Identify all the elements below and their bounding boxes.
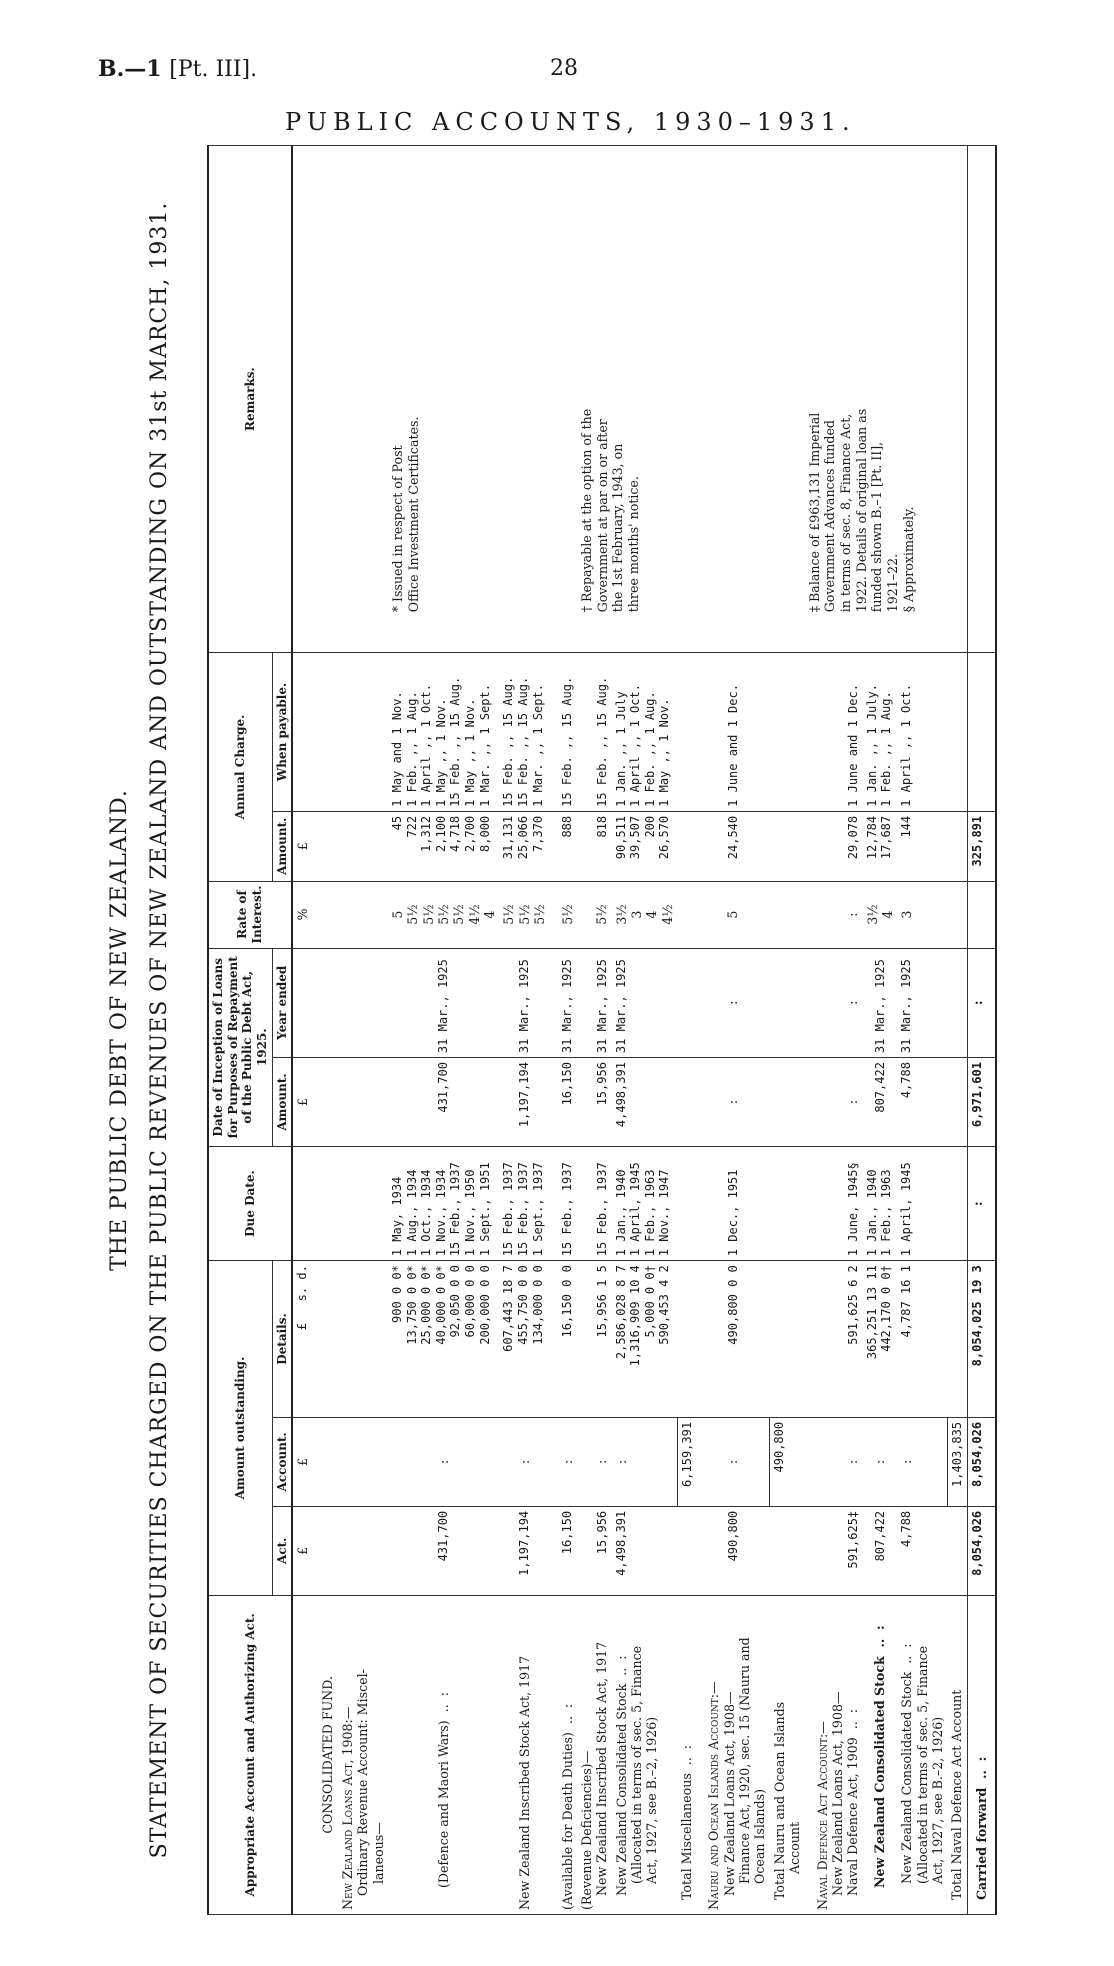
inception-amount: :: [696, 1058, 769, 1147]
account-allocated-cont: Act, 1927, see B.–2, 1926): [644, 1716, 660, 1884]
act-total: 8,054,026: [967, 1506, 996, 1595]
account-total: 1,403,835: [947, 1417, 967, 1506]
detail-line: 455,750 0 0: [516, 1265, 531, 1345]
table-row: [696, 146, 769, 1915]
account-cell: [770, 1595, 805, 1914]
charge-total: 325,891: [967, 811, 996, 881]
account-consol-stock: New Zealand Consolidated Stock: [613, 1683, 629, 1896]
act-amount: 431,700: [388, 1506, 500, 1595]
ditto-mark: :: [973, 1756, 989, 1762]
table-subtitle: STATEMENT OF SECURITIES CHARGED ON THE PUBLIC REVENUES OF NEW ZEALAND AND OUTSTANDING ON 31st MARCH, 1931.: [147, 201, 172, 1859]
charge-line: 24,540: [696, 811, 769, 881]
charge-line: 12,784: [864, 815, 879, 860]
col-account-sub: Account.: [272, 1417, 292, 1506]
detail-line: 4,787 16 1: [897, 1261, 947, 1418]
table-row: [805, 146, 863, 1915]
account-amount: :: [897, 1417, 947, 1506]
account-total-nauru-cont: Account: [787, 1821, 803, 1874]
detail-line: 16,150 0 0: [550, 1261, 577, 1418]
col-account: Appropriate Account and Authorizing Act.: [208, 1595, 292, 1914]
due-line: 15 Feb., 1937: [448, 1162, 463, 1257]
charge-list: [388, 811, 500, 881]
ditto-mark: :: [899, 1643, 915, 1648]
rate-list: [499, 881, 549, 948]
account-death-duties: (Available for Death Duties): [559, 1732, 575, 1910]
act-amount: 490,800: [696, 1506, 769, 1595]
inception-amount: :: [805, 1058, 863, 1147]
due-list: [612, 1147, 677, 1261]
rate-line: 5½: [550, 881, 577, 948]
year-ended: 31 Mar., 1925: [499, 948, 549, 1058]
detail-line: 200,000 0 0: [477, 1265, 492, 1345]
act-amount: 4,788: [897, 1506, 947, 1595]
when-line: 1 Feb. ,, 1 Aug.: [642, 691, 657, 807]
rate-line: 5: [389, 910, 405, 919]
account-allocated: (Allocated in terms of sec. 5, Finance: [628, 1645, 644, 1884]
remark-star: * Issued in respect of Post Office Investment Certificates.: [312, 146, 499, 653]
unit-pound: £: [292, 1506, 312, 1595]
due-list: [499, 1147, 549, 1261]
account-total-misc: Total Miscellaneous: [679, 1773, 695, 1900]
due-line: 1 Nov., 1947: [657, 1169, 672, 1257]
account-carried-forward: Carried forward: [973, 1787, 989, 1900]
when-line: 1 June and 1 Dec.: [805, 653, 863, 812]
details-list: [612, 1261, 677, 1418]
account-naval-alloc-cont: Act, 1927, see B.–2, 1926): [930, 1716, 946, 1884]
table-row: [312, 146, 337, 1915]
due-line: 1 Jan., 1940: [864, 1169, 879, 1257]
act-amount: 807,422: [863, 1506, 898, 1595]
when-line: 1 Feb. ,, 1 Aug.: [879, 691, 894, 807]
when-line: 15 Feb. ,, 15 Aug.: [448, 676, 463, 807]
unit-pct: %: [292, 881, 312, 948]
due-line: 1 April, 1945: [897, 1147, 947, 1261]
running-title: PUBLIC ACCOUNTS, 1930–1931.: [285, 108, 856, 136]
ditto-mark: :: [613, 1655, 629, 1660]
account-inscribed: New Zealand Inscribed Stock Act, 1917: [516, 1655, 532, 1910]
when-list: [863, 653, 898, 812]
rate-list: [612, 881, 677, 948]
detail-line: 134,000 0 0: [530, 1265, 545, 1345]
due-line: 1 Sept., 1937: [530, 1162, 545, 1257]
ditto-mark: :: [559, 1703, 575, 1709]
charge-line: 888: [550, 811, 577, 881]
account-cell: [577, 1595, 612, 1914]
detail-line: 25,000 0 0*: [419, 1265, 434, 1345]
when-line: 1 June and 1 Dec.: [696, 653, 769, 812]
rate-line: 4: [482, 910, 498, 919]
due-line: 1 Jan., 1940: [613, 1169, 628, 1257]
units-row: [292, 146, 312, 1915]
account-cell: New Zealand Consolidated Stock .. : (Allocated in terms of sec. 5, Finance Act, 1927, see B.–2, 1926): [612, 1595, 677, 1914]
when-line: 1 Jan. ,, 1 July: [613, 691, 628, 807]
account-amount: :: [863, 1417, 898, 1506]
charge-line: 818: [577, 811, 612, 881]
charge-line: 26,570: [657, 815, 672, 860]
account-cell: Total Naval Defence Act Account: [947, 1595, 967, 1914]
when-line: 1 April ,, 1 Oct.: [897, 653, 947, 812]
detail-line: 60,000 0 0: [463, 1265, 478, 1338]
unit-pound: £: [295, 1323, 310, 1331]
rate-line: 3: [628, 910, 644, 919]
table-row: [499, 146, 549, 1915]
col-annual-charge: Annual Charge.: [208, 653, 272, 881]
unit-pound: £: [292, 1417, 312, 1506]
charge-line: 4,718: [448, 815, 463, 852]
account-nzla: New Zealand Loans Act, 1908:—: [339, 1706, 355, 1910]
rate-line: :: [805, 881, 863, 948]
page-number: 28: [550, 56, 578, 81]
act-amount: 591,625‡: [805, 1506, 863, 1595]
detail-line: 365,251 13 11: [864, 1265, 879, 1360]
when-line: 15 Feb. ,, 15 Aug.: [501, 676, 516, 807]
account-cell: Naval Defence Act Account:— New Zealand Loans Act, 1908— Naval Defence Act, 1909 .. :: [805, 1595, 863, 1914]
account-cell: New Zealand Consolidated Stock .. : (Allocated in terms of sec. 5, Finance Act, 1927, see B.–2, 1926): [897, 1595, 947, 1914]
charge-list: [612, 811, 677, 881]
col-act: Act.: [272, 1506, 292, 1595]
details-list: [499, 1261, 549, 1418]
charge-line: 45: [389, 815, 404, 831]
public-debt-table: [207, 145, 997, 1915]
due-list: [388, 1147, 500, 1261]
col-amount-outstanding: Amount outstanding.: [208, 1261, 272, 1596]
unit-sd: s. d.: [295, 1265, 310, 1302]
charge-line: 2,100: [433, 815, 448, 852]
due-line: 1 Nov., 1934: [433, 1169, 448, 1257]
details-list: [388, 1261, 500, 1418]
due-line: 1 Nov., 1950: [463, 1169, 478, 1257]
account-ordinary: Ordinary Revenue Account: Miscel-: [355, 1669, 371, 1896]
account-inscribed-2: New Zealand Inscribed Stock Act, 1917: [594, 1641, 610, 1896]
act-amount: 15,956: [577, 1506, 612, 1595]
charge-line: 1,312: [419, 815, 434, 852]
col-due-date: Due Date.: [208, 1147, 292, 1261]
rate-line: 5½: [532, 904, 548, 925]
rate-line: 5½: [516, 904, 532, 925]
detail-line: 607,443 18 7: [501, 1265, 516, 1352]
account-naval-consol-2: New Zealand Consolidated Stock: [899, 1671, 915, 1884]
rate-line: 3½: [864, 904, 880, 925]
details-total: 8,054,025 19 3: [967, 1261, 996, 1418]
doc-part: [Pt. III].: [169, 57, 258, 82]
rate-line: 5½: [451, 904, 467, 925]
when-line: 1 April ,, 1 Oct.: [419, 684, 434, 807]
account-naval-alloc: (Allocated in terms of sec. 5, Finance: [914, 1645, 930, 1884]
ditto-mark: :: [436, 1692, 451, 1697]
due-list: [863, 1147, 898, 1261]
col-inc-amount: Amount.: [272, 1058, 292, 1147]
when-list: [612, 653, 677, 812]
account-cell: New Zealand Consolidated Stock .. :: [863, 1595, 898, 1914]
account-amount: :: [577, 1417, 612, 1506]
rate-list: [388, 881, 500, 948]
when-line: 1 May ,, 1 Nov.: [463, 698, 478, 807]
col-inception: Date of Inception of Loans for Purposes of Repayment of the Public Debt Act, 1925.: [208, 948, 272, 1146]
account-nauru-finance-cont: Ocean Islands): [752, 1789, 768, 1884]
unit-pound: £: [292, 811, 312, 881]
col-rate: Rate of Interest.: [208, 881, 292, 948]
due-line: 1 Dec., 1951: [696, 1147, 769, 1261]
year-total: :: [967, 948, 996, 1058]
account-total-nauru: Total Nauru and Ocean Islands: [771, 1701, 787, 1900]
due-line: 1 May, 1934: [389, 1176, 404, 1257]
account-nauru-finance: Finance Act, 1920, sec. 15 (Nauru and: [737, 1637, 753, 1884]
inception-amount: 4,498,391: [612, 1058, 677, 1147]
remark-dagger: † Repayable at the option of the Government at par on or after the 1st February, 1943, on three months' notice.: [577, 146, 697, 653]
charge-line: 39,507: [628, 815, 643, 860]
year-ended: 31 Mar., 1925: [897, 948, 947, 1058]
charge-line: 200: [642, 815, 657, 838]
rate-line: 4: [879, 910, 895, 919]
rotated-table-sheet: [107, 145, 1042, 1915]
unit-pound-sd: [292, 1261, 312, 1418]
remark-section: § Approximately.: [900, 506, 916, 613]
account-cell: (Available for Death Duties) .. :: [550, 1595, 577, 1914]
table-row: [967, 146, 996, 1915]
when-list: [388, 653, 500, 812]
detail-line: 5,000 0 0†: [642, 1265, 657, 1338]
when-line: 1 May ,, 1 Nov.: [433, 698, 448, 807]
col-remarks: Remarks.: [208, 146, 292, 653]
account-amount: :: [612, 1417, 677, 1506]
account-total: 490,800: [770, 1417, 805, 1506]
charge-line: 7,370: [530, 815, 545, 852]
col-details: Details.: [272, 1261, 292, 1418]
account-naval-act: Naval Defence Act, 1909: [845, 1737, 861, 1896]
ditto-mark: :: [872, 1625, 888, 1630]
account-naval-consol: New Zealand Consolidated Stock: [872, 1656, 888, 1888]
account-amount: :: [805, 1417, 863, 1506]
account-defence: (Defence and Maori Wars): [436, 1720, 451, 1888]
account-nauru-loans: New Zealand Loans Act, 1908—: [721, 1691, 737, 1896]
act-amount: 4,498,391: [612, 1506, 677, 1595]
account-nauru: Nauru and Ocean Islands Account:—: [706, 1681, 722, 1910]
account-amount: :: [696, 1417, 769, 1506]
rate-line: 5½: [436, 904, 451, 925]
due-line: 1 April, 1945: [628, 1162, 643, 1257]
charge-line: 2,700: [463, 815, 478, 852]
charge-line: 25,066: [516, 815, 531, 860]
account-naval-loans: New Zealand Loans Act, 1908—: [829, 1691, 845, 1896]
due-line: 15 Feb., 1937: [516, 1162, 531, 1257]
when-line: 1 Feb. ,, 1 Aug.: [404, 691, 419, 807]
detail-line: 442,170 0 0†: [879, 1265, 894, 1352]
inception-total: 6,971,601: [967, 1058, 996, 1147]
when-line: 15 Feb. ,, 15 Aug.: [516, 676, 531, 807]
account-amount: :: [388, 1417, 500, 1506]
ditto-mark: :: [845, 1708, 861, 1714]
detail-line: 2,586,028 8 7: [613, 1265, 628, 1360]
inception-amount: 807,422: [863, 1058, 898, 1147]
when-line: 1 Mar. ,, 1 Sept.: [477, 684, 492, 807]
table-title: THE PUBLIC DEBT OF NEW ZEALAND.: [107, 789, 132, 1271]
rate-line: 5½: [577, 881, 612, 948]
detail-line: 1,316,909 10 4: [628, 1265, 643, 1367]
section-heading: CONSOLIDATED FUND.: [312, 1595, 337, 1914]
account-cell: Carried forward .. :: [967, 1595, 996, 1914]
table-row: [770, 146, 805, 1915]
year-ended: 31 Mar., 1925: [577, 948, 612, 1058]
rate-line: 4: [644, 910, 660, 919]
rate-line: 5½: [501, 904, 517, 925]
year-ended: 31 Mar., 1925: [388, 948, 500, 1058]
year-ended: 31 Mar., 1925: [612, 948, 677, 1058]
due-line: 1 Feb., 1963: [642, 1169, 657, 1257]
act-amount: 16,150: [550, 1506, 577, 1595]
account-total: 6,159,391: [677, 1417, 696, 1506]
table-row: [947, 146, 967, 1915]
remarks-footnotes: [805, 146, 948, 653]
charge-line: 722: [404, 815, 419, 838]
when-line: 15 Feb. ,, 15 Aug.: [550, 653, 577, 812]
charge-line: 17,687: [879, 815, 894, 860]
rate-line: 5: [696, 881, 769, 948]
year-ended: :: [805, 948, 863, 1058]
due-total: :: [967, 1147, 996, 1261]
ditto-mark: :: [679, 1744, 695, 1750]
account-amount: :: [499, 1417, 549, 1506]
detail-line: 13,750 0 0*: [404, 1265, 419, 1345]
due-line: 1 Feb., 1963: [879, 1169, 894, 1257]
account-revenue-def: (Revenue Deficiencies)—: [578, 1750, 594, 1910]
table-row: [550, 146, 577, 1915]
charge-line: 31,131: [501, 815, 516, 860]
table-row: [577, 146, 612, 1915]
account-cell: [338, 1595, 388, 1914]
year-ended: 31 Mar., 1925: [863, 948, 898, 1058]
charge-line: 29,078: [805, 811, 863, 881]
charge-list: [499, 811, 549, 881]
rate-line: 5½: [405, 904, 421, 925]
remark-ddagger: ‡ Balance of £963,131 Imperial Government Advances funded in terms of sec. 8, Finance Act, 1922. Details of original loan as funded shown B.–1 [Pt. II], 1921–22.: [806, 408, 901, 613]
charge-line: 8,000: [477, 815, 492, 852]
detail-line: 92,050 0 0: [448, 1265, 463, 1338]
account-naval: Naval Defence Act Account:—: [814, 1721, 830, 1910]
doc-ref-code: B.—1: [98, 56, 162, 82]
inception-amount: 431,700: [388, 1058, 500, 1147]
year-ended: 31 Mar., 1925: [550, 948, 577, 1058]
rate-line: 5½: [420, 904, 436, 925]
act-amount: 1,197,194: [499, 1506, 549, 1595]
col-when-payable: When payable.: [272, 653, 292, 812]
due-line: 1 June, 1945§: [805, 1147, 863, 1261]
when-line: 1 May and 1 Nov.: [389, 691, 404, 807]
when-line: 1 Mar. ,, 1 Sept.: [530, 684, 545, 807]
doc-ref: [98, 56, 257, 82]
due-line: 15 Feb., 1937: [501, 1162, 516, 1257]
charge-list: [863, 811, 898, 881]
account-cell: Total Miscellaneous .. :: [677, 1595, 696, 1914]
rate-line: 4½: [466, 904, 482, 925]
due-line: 1 Oct., 1934: [419, 1169, 434, 1257]
rate-list: [863, 881, 898, 948]
account-cell: [696, 1595, 769, 1914]
account-cell: [499, 1595, 549, 1914]
unit-pound: £: [292, 1058, 312, 1147]
account-total: 8,054,026: [967, 1417, 996, 1506]
due-line: 15 Feb., 1937: [550, 1147, 577, 1261]
detail-line: 590,453 4 2: [657, 1265, 672, 1345]
detail-line: 15,956 1 5: [577, 1261, 612, 1418]
charge-line: 90,511: [613, 815, 628, 860]
due-line: 15 Feb., 1937: [577, 1147, 612, 1261]
detail-line: 490,800 0 0: [696, 1261, 769, 1418]
account-amount: :: [550, 1417, 577, 1506]
when-line: 1 April ,, 1 Oct.: [628, 684, 643, 807]
account-ordinary-cont: laneous—: [370, 1822, 386, 1884]
col-year-ended: Year ended: [272, 948, 292, 1058]
when-line: 15 Feb. ,, 15 Aug.: [577, 653, 612, 812]
year-ended: :: [696, 948, 769, 1058]
when-line: 1 Jan. ,, 1 July.: [864, 684, 879, 807]
inception-amount: 1,197,194: [499, 1058, 549, 1147]
account-cell: (Defence and Maori Wars) .. :: [388, 1595, 500, 1914]
detail-line: 900 0 0*: [389, 1265, 404, 1323]
col-charge-amount: Amount.: [272, 811, 292, 881]
rate-line: 4½: [659, 904, 675, 925]
inception-amount: 16,150: [550, 1058, 577, 1147]
charge-line: 144: [897, 811, 947, 881]
when-list: [499, 653, 549, 812]
rate-line: 3: [897, 881, 947, 948]
due-line: 1 Sept., 1951: [477, 1162, 492, 1257]
when-line: 1 May ,, 1 Nov.: [657, 698, 672, 807]
due-line: 1 Aug., 1934: [404, 1169, 419, 1257]
rate-line: 3½: [613, 904, 629, 925]
detail-line: 40,000 0 0*: [433, 1265, 448, 1345]
detail-line: 591,625 6 2: [805, 1261, 863, 1418]
details-list: [863, 1261, 898, 1418]
inception-amount: 15,956: [577, 1058, 612, 1147]
inception-amount: 4,788: [897, 1058, 947, 1147]
